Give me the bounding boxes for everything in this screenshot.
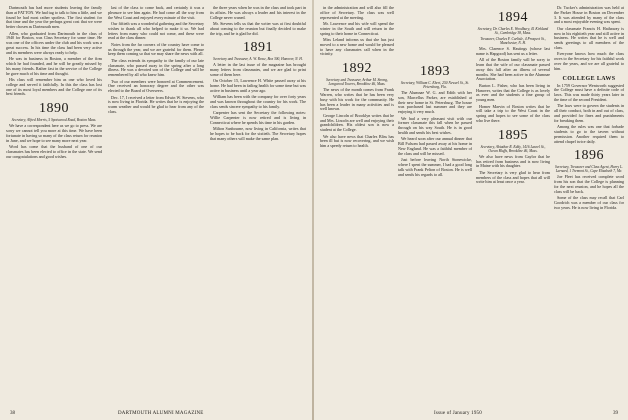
left-column-1 [6, 6, 102, 398]
secretary-byline: Secretary, Alfred Morris, 5 Spotswood Road, Boston Mass. [11, 118, 97, 123]
paragraph: In 1759 Governor Wentworth suggested the College must have a definite code of laws. This was made thirty years later in the time of the second President. [554, 82, 624, 102]
paragraph: Mr. Lawrence and his wife will spend the winter in the South and will return in the spring to their home in Connecticut. [320, 20, 394, 36]
class-year-heading: 1894 [498, 10, 528, 25]
class-year-heading: 1893 [420, 64, 450, 79]
page-footer: DARTMOUTH ALUMNI MAGAZINE [118, 411, 204, 416]
paragraph: Among the rules was one that forbade students to go to the tavern without permission. Another required them to attend chapel twice daily. [554, 124, 624, 144]
paragraph: Our classmate Francis H. Hathaway is now in his eightieth year and still active in business. He writes that he is well and sends greetings to all members of the class. [554, 25, 624, 50]
paragraph: Word has come that the husband of one of our classmates has been elected to office in the state. We send our congratulations and good wishes. [6, 143, 102, 159]
right-page [314, 0, 628, 420]
paragraph: Mrs. Clarence S. Hastings (whose last name is Hapgood) has sent us a letter. [476, 46, 550, 56]
secretary-byline: Secretary and Treasurer, Arthur M. Strong, Longwood Towers, Brookline 46, Mass. [326, 78, 388, 87]
right-col3-text [476, 47, 550, 124]
right-col1-after [320, 88, 394, 149]
paragraph: Carpenter has sent the Secretary the following notes: Willie Carpenter is now retired and is living in Connecticut where he spends his time in his garden. [210, 110, 306, 125]
secretary-byline: Secretary, William C. Ebert, 250 Neweel St., St. Petersburg, Fla. [400, 81, 470, 89]
left-column-2 [108, 6, 204, 398]
left-column-3 [210, 6, 306, 398]
paragraph: Joe Fleet has received complete word from his son that the College is planning for the next reunion, and he hopes all the class will be back. [554, 174, 624, 194]
right-col4-after [554, 84, 624, 145]
paragraph: Our fiftieth was a wonderful gathering and the Secretary wishes to thank all who helped to make it so. We had letters from many who could not come, and these were read at the class dinner. [108, 20, 204, 41]
page-footer: Issue of January 1950 [434, 411, 482, 416]
right-col1-text [320, 6, 394, 57]
paragraph: A letter in the last issue of the magazine has brought many letters from classmates, and we are glad to print some of them here. [210, 62, 306, 77]
right-col2-text [398, 91, 472, 177]
paragraph: We heard soon after our annual dinner that Bill Fulsom had passed away at his home in New England. He was a faithful member of the class and will be missed. [398, 136, 472, 156]
left-col2-text [108, 6, 204, 115]
paragraph: William has been with the company for over forty years and was known throughout the country for his work. The class sends sincere sympathy to his family. [210, 94, 306, 109]
paragraph: All of the Boston family will be sorry to learn that the wife of our classmate passed away this fall after an illness of several months. She had been active in the Alumnae Association. [476, 57, 550, 82]
paragraph: the three years when he was in the class and took part in its affairs. He was always a leader and his interest in the College never waned. [210, 6, 306, 20]
left-col3-text [210, 6, 306, 36]
paragraph: His class will remember him as one who loved his college and served it faithfully. In this the class has lost one of its most loyal members and the College one of its best friends. [6, 76, 102, 97]
paragraph: Homer Marvin of Boston writes that he will take a trip to the West Coast in the spring and hopes to see some of the class who live there. [476, 103, 550, 123]
page-number: 39 [613, 411, 618, 416]
paragraph: Two of our members were honored at Commencement. One received an honorary degree and the other was elected to the Board of Overseers. [108, 78, 204, 94]
secretary-byline: Secretary and Treasurer, A. W. Rowe, Box 300, Hanover, N. H. [213, 57, 303, 62]
paragraph: He was in business in Boston, a member of the firm which he had founded, and he will be greatly missed by his many friends. Rather fast in the service of the College he gave much of his time and thought. [6, 56, 102, 76]
class-year-heading: 1895 [498, 127, 528, 143]
paragraph: Burton L. Fisher, who has been living in Hanover, writes that the College is as lovely as ever and the students a fine group of young men. [476, 82, 550, 103]
page-number: 38 [10, 411, 15, 416]
paragraph: The news of the month comes from Frank Warren, who writes that he has been very busy with his work for the community. He has been a leader in many activities and is well known. [320, 87, 394, 112]
paragraph: The laws were to govern the students in all their conduct, both in and out of class, and provided for fines and punishments for breaking them. [554, 103, 624, 123]
class-year-heading: 1891 [243, 40, 273, 56]
paragraph: Just before leaving North Stonewicke, where I spent the summer, I had a good long talk with Frank Pelton of Boston. He is well and sends his regards to all. [398, 157, 472, 177]
treasurer-byline: Treasurer, Charles F. Carlisle, 4 Prospect St., Manchester, N. H. [480, 37, 546, 45]
left-col3-after [210, 63, 306, 141]
class-year-heading: 1890 [39, 101, 69, 117]
section-heading: COLLEGE LAWS [562, 75, 616, 82]
paragraph: Mr. Stevens tells us that the writer was at first doubtful about coming to the reunion but finally decided to make the trip, and he is glad he did. [210, 20, 306, 36]
left-col1-after [6, 124, 102, 159]
right-col4-text [554, 6, 624, 72]
paragraph: Miss Leland informs us that she has just moved to a new home and would be pleased to have any classmates call when in the vicinity. [320, 36, 394, 57]
paragraph: On October 15, Lawrence H. White passed away at his home. He had been in failing health for some time but was active in business until a year ago. [210, 78, 306, 93]
paragraph: Some of the class may recall that Carl Goodrich was a member of our class for two years. He is now living in Florida. [554, 195, 624, 210]
paragraph: Dartmouth has had more students leaving the family than at FATTON. We had tug to talk to him a little, and we found he had most rather spotless. The first student for that time and the year the perhaps great cost that we were better chosen as Dartmouth men. [6, 6, 102, 30]
paragraph: We have a correspondent here as we go to press. We are sorry we cannot tell you more at this time. We have been fortunate in having so many of the class return for reunion in June, and we hope to see many more next year. [6, 123, 102, 143]
right-column-2 [398, 60, 472, 398]
left-col1-text [6, 6, 102, 97]
paragraph: George Lincoln of Brooklyn writes that he and Mrs. Lincoln are well and enjoying their grandchildren. His oldest son is now a student at the College. [320, 112, 394, 133]
right-column-4 [554, 6, 624, 398]
class-year-heading: 1896 [574, 148, 604, 164]
secretary-byline: Secretary, Dr. Charles E. Woodbury, 41 Kirkland St., Cambridge 38, Mass. [477, 27, 549, 35]
right-col4-after-2 [554, 175, 624, 210]
paragraph: Notes from the far corners of the country have come to us through the year, and we are grateful for them. Please keep them coming so that we may share the news with all. [108, 41, 204, 57]
paragraph: last of the class to come back, and certainly it was a pleasure to see him again. He had come all the way from the West Coast and enjoyed every minute of the visit. [108, 6, 204, 20]
secretary-byline: Secretary, Abiathar R. Eddy, 1416 Laurel St., Ocean Bluffs, Brookline 46, Mass. [480, 144, 546, 153]
paragraph: Allen, who graduated from Dartmouth in the class of 1940 for Boston, was Class Secretary for some time. He was one of the officers under the club and his work was a great success. In his time the class had been very active and its members were always ready to help. [6, 30, 102, 55]
paragraph: The Alumnae W. G. and Edith with her son, Marcellus Parker, are established at their new home in St. Petersburg. The house was purchased last summer and they are enjoying it very much. [398, 90, 472, 115]
paragraph: The Secretary is very glad to hear from members of the class and hopes that all will write him at least once a year. [476, 169, 550, 185]
right-col3-after [476, 155, 550, 185]
right-column-3 [476, 6, 550, 398]
paragraph: in the administration and will also fill the office of Secretary. The class was well represented at the meeting. [320, 6, 394, 20]
paragraph: Milton Sanbourne, now living in California, writes that he hopes to be back for the sixtieth. The Secretary hopes that many others will make the same plan. [210, 126, 306, 141]
paragraph: Everyone knows how much the class owes to the Secretary for his faithful work over the years, and we are all grateful to him. [554, 51, 624, 71]
class-year-heading: 1892 [342, 61, 372, 77]
paragraph: Dr. Tucker's administration was held at the Parker House in Boston on December 3. It was attended by many of the class and a most enjoyable evening was spent. [554, 6, 624, 25]
paragraph: We had a very pleasant visit with our former classmate this fall when he passed through on his way South. He is in good health and sends his best wishes. [398, 115, 472, 135]
right-column-1 [320, 6, 394, 398]
paragraph: We also have news that Charles Bliss has been ill but is now recovering, and we wish him a speedy return to health. [320, 133, 394, 149]
paragraph: The class extends its sympathy to the family of our late classmate, who passed away in the spring after a long illness. He was a devoted son of the College and will be remembered by all who knew him. [108, 57, 204, 78]
secretary-byline: Secretary, Treasurer and Class Agent, Harry L. Larnard, 1 Tremont St., Cape Elizabeth 7, Me. [555, 165, 623, 174]
paragraph: Dec. 17, I received a letter from Edwin W. Stevens, who is now living in Florida. He writes that he is enjoying the warm weather and would be glad to hear from any of the class. [108, 94, 204, 114]
paragraph: We also have news from Gaylor that he has retired from business and is now living in Maine with his daughter. [476, 153, 550, 169]
